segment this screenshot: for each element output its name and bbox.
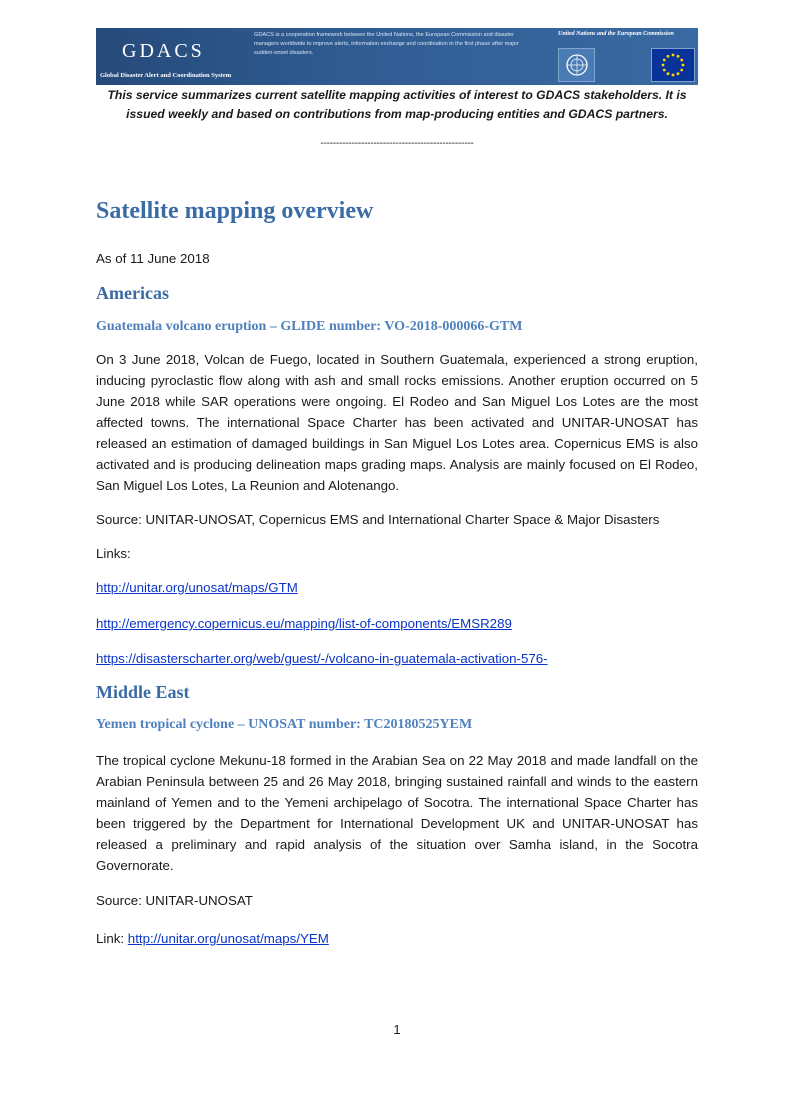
unosat-gtm-link[interactable]: http://unitar.org/unosat/maps/GTM — [96, 580, 298, 595]
banner-partners: United Nations and the European Commission — [558, 31, 674, 37]
divider-line: ------------------------------------------------- — [320, 138, 474, 149]
link-item — [96, 928, 698, 949]
region-heading-middle-east: Middle East — [96, 682, 190, 702]
links-label: Links: — [96, 546, 131, 561]
event-heading-yemen: Yemen tropical cyclone – UNOSAT number: TC20180525YEM — [96, 717, 473, 732]
event-body-guatemala: On 3 June 2018, Volcan de Fuego, located in Southern Guatemala, experienced a strong eruption, inducing pyroclastic flow along with ash and small rocks emissions. Another eruption occurred on 5 June 2018 while SAR operations were ongoing. El Rodeo and San Miguel Los Lotes are the most affected towns. The international Space Charter has been activated and UNITAR-UNOSAT has released an estimation of damaged buildings in San Miguel Los Lotes area. Copernicus EMS is also activated and is producing delineation maps grading maps. Analysis are mainly focused on El Rodeo, San Miguel Los Lotes, La Reunion and Alotenango. — [96, 352, 698, 493]
link-item — [96, 577, 698, 598]
link-item — [96, 613, 698, 634]
event-body-yemen: The tropical cyclone Mekunu-18 formed in the Arabian Sea on 22 May 2018 and made landfall on the Arabian Peninsula between 25 and 26 May 2018, bringing sustained rainfall and winds to the eastern mainland of Yemen and to the Yemeni archipelago of Socotra. The international Space Charter has been triggered by the Department for International Development UK and UNITAR-UNOSAT has released a preliminary and rapid analysis of the situation over Samha island, in the Socotra Governorate. — [96, 753, 698, 873]
link-item — [96, 648, 698, 669]
banner-description: GDACS is a cooperation framework between the United Nations, the European Commission and disaster managers worldwide to improve alerts, information exchange and coordination in the first phase after major sudden-onset disasters. — [254, 32, 519, 56]
event-source-yemen: Source: UNITAR-UNOSAT — [96, 893, 253, 908]
intro-statement: This service summarizes current satellite mapping activities of interest to GDACS stakeholders. It is issued weekly and based on contributions from map-producing entities and GDACS partners. — [107, 88, 687, 121]
un-emblem-icon — [558, 48, 595, 82]
as-of-date: As of 11 June 2018 — [96, 251, 210, 266]
event-heading-guatemala: Guatemala volcano eruption – GLIDE number: VO-2018-000066-GTM — [96, 319, 523, 334]
gdacs-banner — [96, 28, 698, 85]
page-number: 1 — [393, 1022, 401, 1037]
page-title: Satellite mapping overview — [96, 198, 374, 224]
region-heading-americas: Americas — [96, 283, 169, 303]
disasterscharter-link[interactable]: https://disasterscharter.org/web/guest/-/volcano-in-guatemala-activation-576- — [96, 651, 548, 666]
copernicus-emsr289-link[interactable]: http://emergency.copernicus.eu/mapping/list-of-components/EMSR289 — [96, 616, 512, 631]
eu-flag-icon — [651, 48, 695, 82]
gdacs-logo-subtitle: Global Disaster Alert and Coordination System — [100, 72, 232, 79]
gdacs-logo: GDACS — [122, 40, 205, 62]
event-source-guatemala: Source: UNITAR-UNOSAT, Copernicus EMS and International Charter Space & Major Disasters — [96, 512, 660, 527]
link-label: Link: — [96, 931, 128, 946]
unosat-yem-link[interactable]: http://unitar.org/unosat/maps/YEM — [127, 931, 329, 946]
